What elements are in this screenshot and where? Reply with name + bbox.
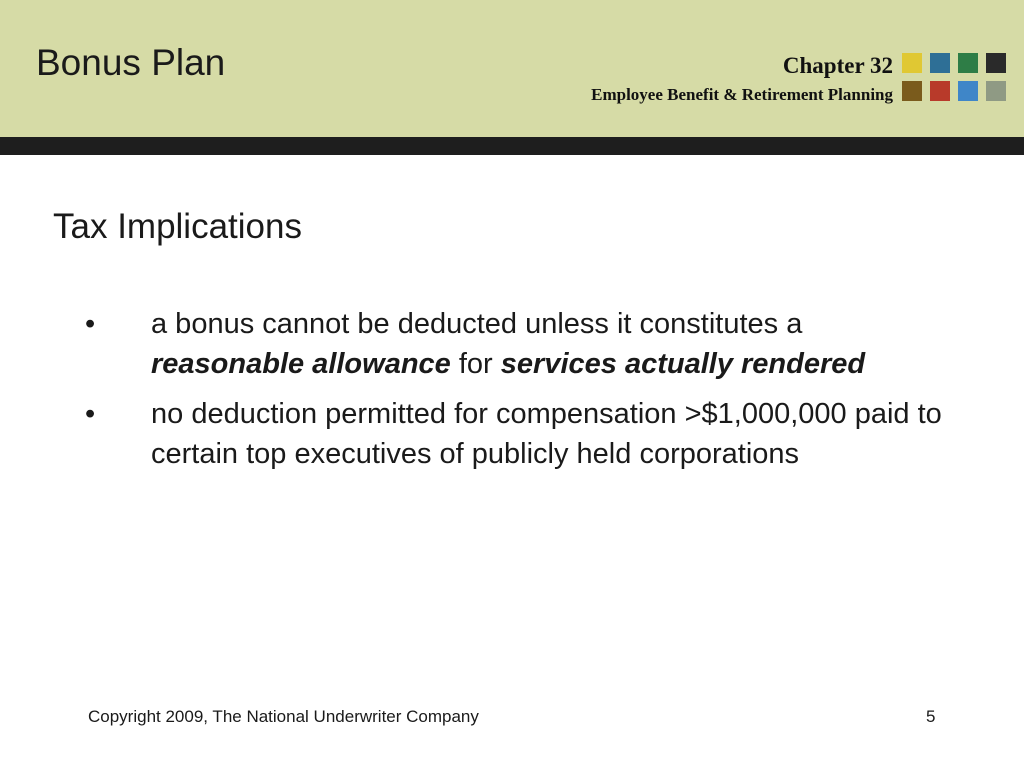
header-divider-bar bbox=[0, 137, 1024, 155]
swatch-light-blue bbox=[958, 81, 978, 101]
swatch-red bbox=[930, 81, 950, 101]
section-heading: Tax Implications bbox=[53, 207, 302, 246]
bullet-text-part: for bbox=[450, 348, 501, 380]
swatch-black bbox=[986, 53, 1006, 73]
slide-title: Bonus Plan bbox=[36, 42, 226, 83]
bullet-text bbox=[151, 308, 865, 380]
swatch-green bbox=[958, 53, 978, 73]
swatch-yellow bbox=[902, 53, 922, 73]
swatch-blue bbox=[930, 53, 950, 73]
page-number: 5 bbox=[926, 707, 936, 726]
swatch-gray-green bbox=[986, 81, 1006, 101]
bullet-item bbox=[85, 394, 945, 474]
bullet-list bbox=[85, 304, 945, 484]
emphasis-reasonable-allowance: reasonable allowance bbox=[151, 348, 451, 380]
swatch-brown bbox=[902, 81, 922, 101]
bullet-item bbox=[85, 304, 945, 384]
chapter-label: Chapter 32 bbox=[782, 53, 893, 78]
footer-copyright: Copyright 2009, The National Underwriter Company bbox=[88, 707, 479, 726]
color-swatch-logo bbox=[902, 53, 1008, 103]
bullet-text-part: a bonus cannot be deducted unless it constitutes a bbox=[151, 308, 803, 340]
emphasis-services-rendered: services actually rendered bbox=[500, 348, 866, 380]
chapter-subtitle: Employee Benefit & Retirement Planning bbox=[591, 85, 893, 104]
bullet-marker: • bbox=[85, 308, 96, 340]
bullet-marker: • bbox=[85, 398, 96, 430]
bullet-text: no deduction permitted for compensation >$1,000,000 paid to certain top executives of publicly held corporations bbox=[151, 398, 942, 470]
